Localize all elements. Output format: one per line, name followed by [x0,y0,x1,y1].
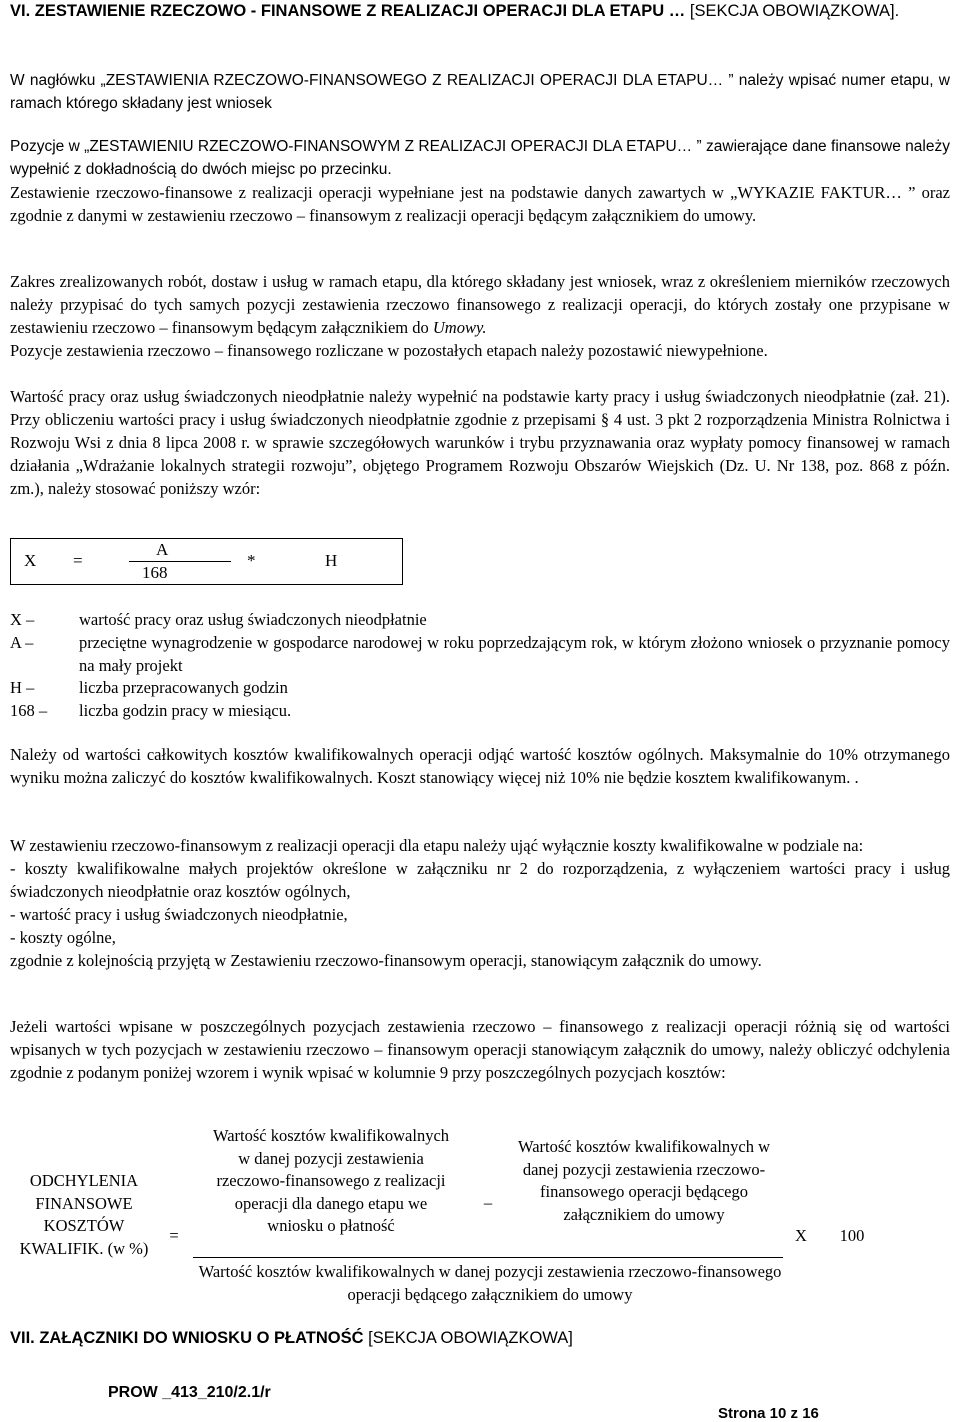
deviation-fraction-bar [193,1257,783,1258]
section-6-heading-tag: [SEKCJA OBOWIĄZKOWA]. [689,2,900,20]
section-6-heading [10,0,950,23]
formula-denominator: 168 [142,563,168,582]
paragraph-invoice-source: Zestawienie rzeczowo-finansowe z realizacji operacji wypełniane jest na podstawie danych zawartych w „WYKAZIE FAKTUR… ” oraz zgodnie z danymi w zestawieniu rzeczowo – finansowym z realizacji operacji będącym załącznikiem do umowy. [10,183,950,225]
section-7-heading-bold: VII. ZAŁĄCZNIKI DO WNIOSKU O PŁATNOŚĆ [10,1329,369,1347]
legend-desc-a: przeciętne wynagrodzenie w gospodarce narodowej w roku poprzedzającym rok, w którym złożono wniosek o przyznanie pomocy na mały projekt [79,633,950,675]
deviation-hundred: 100 [839,1226,865,1245]
paragraph-scope-rest: Pozycje zestawienia rzeczowo – finansowego rozliczane w pozostałych etapach należy pozostawić niewypełnione. [10,341,768,360]
paragraph-scope-italic: Umowy. [432,318,487,337]
paragraph-scope [10,270,950,362]
deviation-denominator: Wartość kosztów kwalifikowalnych w danej pozycji zestawienia rzeczowo-finansowego operacji będącego załącznikiem do umowy [198,1262,782,1304]
paragraph-general-costs: Należy od wartości całkowitych kosztów kwalifikowalnych operacji odjąć wartość kosztów ogólnych. Maksymalnie do 10% otrzymanego wyniku można zaliczyć do kosztów kwalifikowalnych. Koszt stanowiący więcej niż 10% nie będzie kosztem kwalifikowanym. . [10,745,950,787]
legend-symbol-x: X – [10,610,35,629]
section-6-heading-bold: VI. ZESTAWIENIE RZECZOWO - FINANSOWE Z REALIZACJI OPERACJI DLA ETAPU … [10,2,690,20]
deviation-term-report: Wartość kosztów kwalifikowalnych w danej pozycji zestawienia rzeczowo-finansowego z realizacji operacji dla danego etapu we wniosku o płatność [212,1126,450,1235]
eligible-costs-item-3: - koszty ogólne, [10,928,116,947]
legend-desc-h: liczba przepracowanych godzin [79,678,288,697]
legend-symbol-168: 168 – [10,701,48,720]
eligible-costs-intro: W zestawieniu rzeczowo-finansowym z realizacji operacji dla etapu należy ująć wyłącznie koszty kwalifikowalne w podziale na: [10,836,864,855]
formula-times: * [247,551,256,570]
paragraph-header-instructions: W nagłówku „ZESTAWIENIA RZECZOWO-FINANSOWEGO Z REALIZACJI OPERACJI DLA ETAPU… ” należy wpisać numer etapu, w ramach którego składany jest wniosek [10,72,950,112]
formula-fraction-bar [129,561,231,562]
formula-numerator: A [156,540,169,559]
footer-page-number: Strona 10 z 16 [718,1405,819,1422]
section-7-heading-tag: [SEKCJA OBOWIĄZKOWA] [368,1329,573,1347]
deviation-equals: = [169,1226,179,1245]
deviation-times: X [795,1226,807,1245]
eligible-costs-item-2: - wartość pracy i usług świadczonych nieodpłatnie, [10,905,348,924]
deviation-term-contract: Wartość kosztów kwalifikowalnych w danej pozycji zestawienia rzeczowo-finansowego operacji będącego załącznikiem do umowy [517,1137,771,1224]
eligible-costs-item-1: - koszty kwalifikowalne małych projektów określone w załączniku nr 2 do rozporządzenia, z wyłączeniem wartości pracy i usług świadczonych nieodpłatnie oraz kosztów ogólnych, [10,859,950,901]
legend-desc-x: wartość pracy oraz usług świadczonych nieodpłatnie [79,610,427,629]
formula-h: H [325,551,338,570]
legend-symbol-a: A – [10,633,34,652]
deviation-minus: – [483,1193,493,1212]
legend-symbol-h: H – [10,678,35,697]
paragraph-financial-precision: Pozycje w „ZESTAWIENIU RZECZOWO-FINANSOWYM Z REALIZACJI OPERACJI DLA ETAPU… ” zawierające dane finansowe należy wypełnić z dokładnością do dwóch miejsc po przecinku. [10,138,950,178]
formula-free-work [10,538,403,585]
paragraph-free-work-value: Wartość pracy oraz usług świadczonych nieodpłatnie należy wypełnić na podstawie karty pracy i usług świadczonych nieodpłatnie (zał. 21). Przy obliczeniu wartości pracy i usług świadczonych nieodpłatnie zgodnie z przepisami § 4 ust. 3 pkt 2 rozporządzenia Ministra Rolnictwa i Rozwoju Wsi z dnia 8 lipca 2008 r. w sprawie szczegółowych warunków i trybu przyznawania oraz wypłaty pomocy finansowej w ramach działania „Wdrażanie lokalnych strategii rozwoju”, objętego Programem Rozwoju Obszarów Wiejskich (Dz. U. Nr 138, poz. 868 z późn. zm.), należy stosować poniższy wzór: [10,387,950,498]
legend-desc-168: liczba godzin pracy w miesiącu. [79,701,292,720]
formula-x: X [24,551,37,570]
paragraph-scope-text: Zakres zrealizowanych robót, dostaw i usług w ramach etapu, dla którego składany jest wniosek, wraz z określeniem mierników rzeczowych należy przypisać do tych samych pozycji zestawienia rzeczowo finansowego z realizacji operacji, do których zostały one przypisane w zestawieniu rzeczowo – finansowym będącym załącznikiem do [10,272,950,337]
section-7-heading [10,1327,950,1350]
deviation-lhs: ODCHYLENIA FINANSOWE KOSZTÓW KWALIFIK. (w %) [19,1171,149,1258]
footer-code: PROW _413_210/2.1/r [108,1384,271,1401]
paragraph-eligible-costs [10,834,950,972]
paragraph-deviations: Jeżeli wartości wpisane w poszczególnych pozycjach zestawienia rzeczowo – finansowego z realizacji operacji różnią się od wartości wpisanych w tych pozycjach w zestawieniu rzeczowo – finansowym operacji stanowiącym załącznik do umowy, należy obliczyć odchylenia zgodnie z podanym poniżej wzorem i wynik wpisać w kolumnie 9 przy poszczególnych pozycjach kosztów: [10,1017,950,1082]
eligible-costs-end: zgodnie z kolejnością przyjętą w Zestawieniu rzeczowo-finansowym operacji, stanowiącym załącznik do umowy. [10,951,762,970]
formula-equals: = [73,551,83,570]
